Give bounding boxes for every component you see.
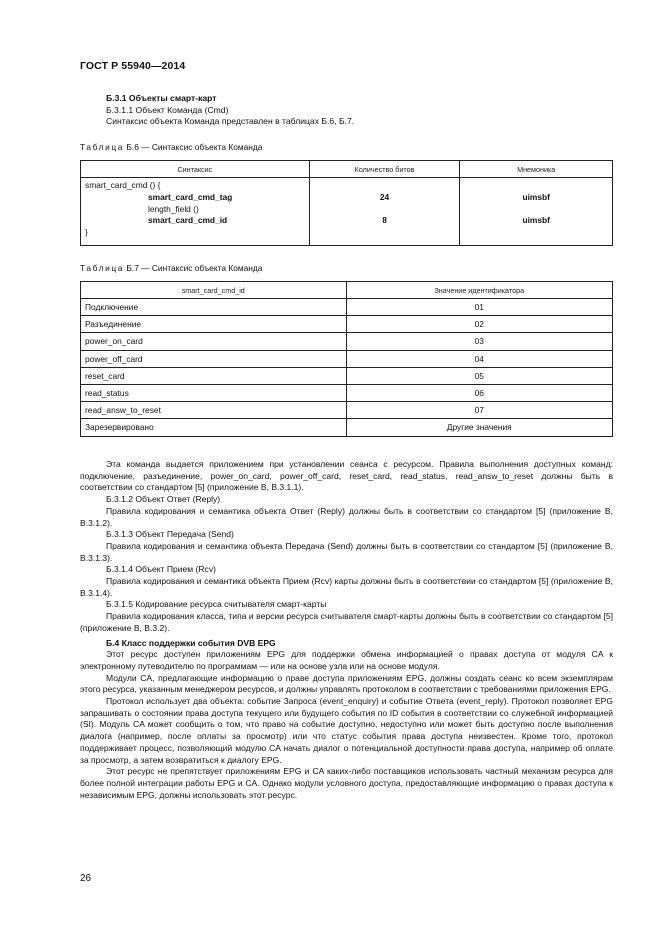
subsection-title: Б.3.1.5 Кодирование ресурса считывателя смарт-карты xyxy=(106,599,327,610)
section-text: Синтаксис объекта Команда представлен в таблицах Б.6, Б.7. xyxy=(106,116,355,126)
syntax-cell: smart_card_cmd () { smart_card_cmd_tag length_field () smart_card_cmd_id } xyxy=(81,178,310,246)
subsection-title: Б.3.1.1 Объект Команда (Cmd) xyxy=(106,104,229,115)
table-row: reset_card 05 xyxy=(81,367,613,384)
paragraph: Модули CA, предлагающие информацию о праве доступа приложениям EPG, должны создать сеанс ко всем экземплярам этого ресурса, указанным менеджером ресурсов, и должны управлять протоколом в соответствии с требованиями приложения EPG. xyxy=(80,672,613,695)
subsection-title: Б.3.1.3 Объект Передача (Send) xyxy=(106,529,234,540)
section-title: Б.3.1 Объекты смарт-карт xyxy=(106,93,217,103)
paragraph: Этот ресурс доступен приложениям EPG для поддержки обмена информацией о правах доступа от модуля CA к электронному путеводителю по программам — или на основе узла или на основе модуля. xyxy=(80,649,613,671)
table-row: power_on_card 03 xyxy=(81,333,613,350)
subsection-title: Б.3.1.4 Объект Прием (Rcv) xyxy=(106,564,216,575)
table-header: Количество битов xyxy=(309,161,460,178)
paragraph: Правила кодирования и семантика объекта Прием (Rcv) карты должны быть в соответствии со стандартом [5] (приложение В, В.3.1.4). xyxy=(80,576,613,598)
table-row: Разъединение 02 xyxy=(81,316,613,333)
table-row: Зарезервировано Другие значения xyxy=(81,419,613,436)
table-row: Подключение 01 xyxy=(81,299,613,316)
table-header: Синтаксис xyxy=(81,161,310,178)
bits-cell: 24 8 xyxy=(309,178,460,246)
document-header: ГОСТ Р 55940—2014 xyxy=(80,60,186,72)
mnemonic-cell: uimsbf uimsbf xyxy=(460,178,613,246)
table-row: read_answ_to_reset 07 xyxy=(81,402,613,419)
syntax-table xyxy=(80,160,613,246)
table-header: Мнемоника xyxy=(460,161,613,178)
paragraph: Эта команда выдается приложением при установлении сеанса с ресурсом. Правила выполнения доступных команд: подключение, разъединение, power_on_card, power_off_card, reset_card, read_status, read_answ_to_reset должны быть в соответствии со стандартом [5] (приложение В, В.3.1.1). xyxy=(80,459,613,493)
table-header: smart_card_cmd_id xyxy=(81,282,347,299)
body-text xyxy=(80,459,613,801)
paragraph: Правила кодирования и семантика объекта Передача (Send) должны быть в соответствии со стандартом [5] (приложение В, В.3.1.3). xyxy=(80,540,613,563)
section-title: Б.4 Класс поддержки события DVB EPG xyxy=(106,637,276,648)
subsection-title: Б.3.1.2 Объект Ответ (Reply) xyxy=(106,494,221,505)
table6-caption: Таблица Б.6 — Синтаксис объекта Команда xyxy=(80,142,263,152)
table-row: read_status 06 xyxy=(81,384,613,401)
paragraph: Правила кодирования и семантика объекта Ответ (Reply) должны быть в соответствии со стандартом [5] (приложение В, В.3.1.2). xyxy=(80,505,613,528)
paragraph: Правила кодирования класса, типа и версии ресурса считывателя смарт-карты должны быть в соответствии со стандартом [5] (приложение В, В.3.2). xyxy=(80,611,613,633)
paragraph: Протокол использует два объекта: событие Запроса (event_enquiry) и событие Ответа (event_reply). Протокол позволяет EPG запрашивать о состоянии права доступа текущего или будущего события по ID события в соответствии со служебной информацией (SI). Модуль CA может сообщить о том, что право на событие доступно, недоступно или может быть доступно после выполнения диалога (например, после оплаты за просмотр) или что статус события права доступа неизвестен. Кроме того, протокол поддерживает процесс, позволяющий модулю CA начать диалог о потенциальной доступности права доступа, например об оплате за просмотр, а затем возвратиться к диалогу EPG. xyxy=(80,696,613,765)
section-heading xyxy=(106,93,354,128)
page-number: 26 xyxy=(80,873,92,884)
paragraph: Этот ресурс не препятствует приложениям EPG и CA каких-либо поставщиков использовать частный механизм ресурса для более полной интеграции работы EPG и CA. Однако модули условного доступа, предоставляющие информацию о правах доступа к независимым EPG, должны использовать этот ресурс. xyxy=(80,766,613,800)
table-row: power_off_card 04 xyxy=(81,350,613,367)
command-id-table xyxy=(80,281,613,437)
table-header: Значение идентификатора xyxy=(346,282,612,299)
table7-caption: Таблица Б.7 — Синтаксис объекта Команда xyxy=(80,263,263,273)
